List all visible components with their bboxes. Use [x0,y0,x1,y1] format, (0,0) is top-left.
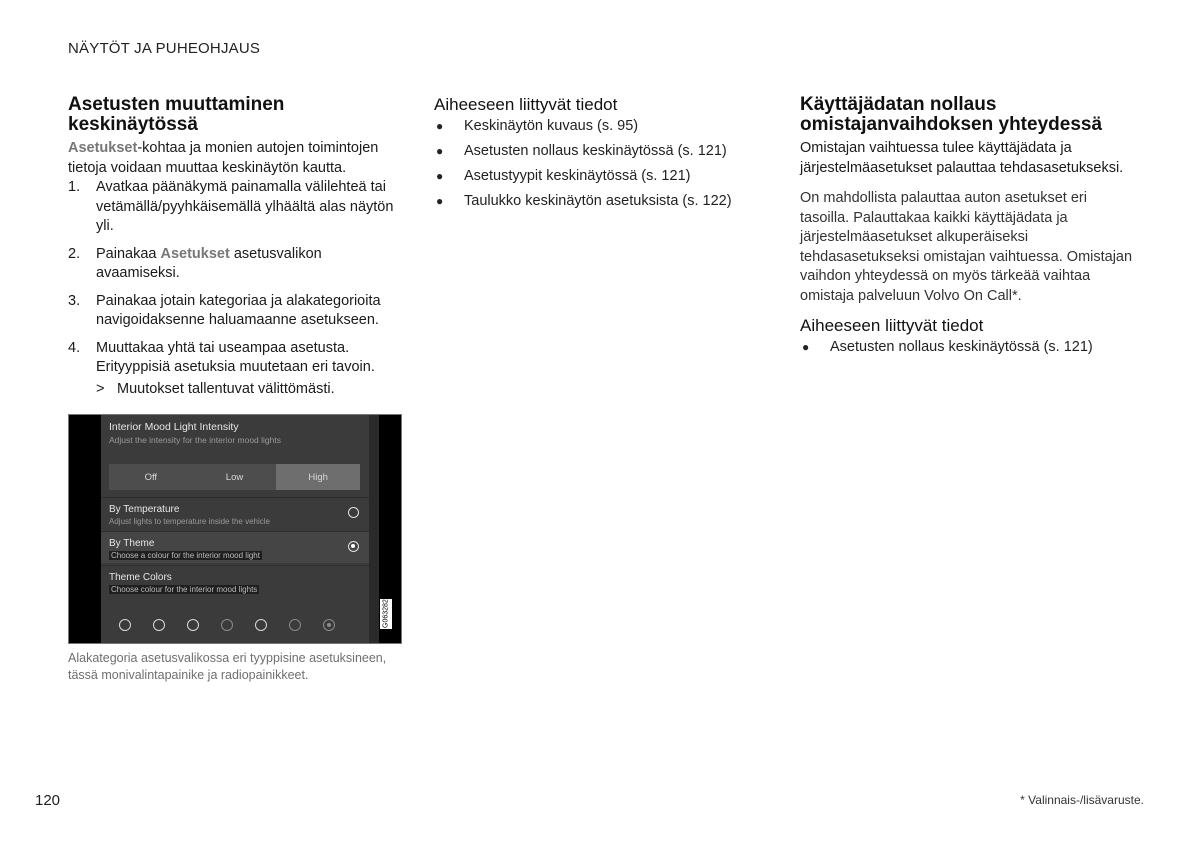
option-by-temperature[interactable] [101,497,369,529]
related-link-text[interactable]: Taulukko keskinäytön asetuksista (s. 122) [464,193,732,209]
figure-caption: Alakategoria asetusvalikossa eri tyyppisine asetuksineen, tässä monivalintapainike ja radiopainikkeet. [68,651,387,682]
step-text: Avatkaa päänäkymä painamalla välilehteä tai vetämällä/pyyhkäisemällä ylhäältä alas näytön yli. [96,179,394,234]
lead-paragraph: Omistajan vaihtuessa tulee käyttäjädata ja järjestelmäasetukset palauttaa tehdasasetukseksi. [800,140,1124,176]
column-3 [800,95,1140,363]
step-text: Painakaa jotain kategoriaa ja alakategorioita navigoidaksenne haluamaanne asetukseen. [96,292,381,328]
step-text-bold: Asetukset [160,245,230,262]
section-header: NÄYTÖT JA PUHEOHJAUS [68,40,261,57]
related-link-text[interactable]: Asetustyypit keskinäytössä (s. 121) [464,168,691,184]
steps-list [68,178,398,378]
option-by-theme[interactable] [101,531,369,563]
related-list [800,338,1140,358]
radio-button[interactable] [348,507,359,518]
bullet-icon: ● [436,194,444,208]
step-number: 4. [68,339,81,356]
related-heading: Aiheeseen liittyvät tiedot [800,316,984,335]
column-2 [434,95,764,217]
column-1 [68,95,398,399]
intro-bold: Asetukset [68,140,138,156]
step-number: 3. [68,292,81,309]
related-link[interactable] [434,192,764,212]
color-circle[interactable] [255,619,267,631]
panel-side-strip [369,415,379,644]
step-text-pre: Painakaa [96,245,161,262]
footnote: * Valinnais-/lisävaruste. [1020,793,1144,807]
option-subtitle: Choose a colour for the interior mood light [111,551,260,560]
related-heading: Aiheeseen liittyvät tiedot [434,95,618,114]
related-link[interactable] [434,117,764,137]
option-subtitle: Choose colour for the interior mood lights [111,585,258,594]
color-circle[interactable] [289,619,301,631]
heading-settings-change: Asetusten muuttaminen keskinäytössä [68,94,285,135]
step-1 [68,178,398,237]
option-theme-colors [101,565,369,597]
page-number: 120 [35,792,61,809]
related-link-text[interactable]: Asetusten nollaus keskinäytössä (s. 121) [464,143,727,159]
step-4 [68,339,398,378]
bullet-icon: ● [802,340,810,354]
option-title: By Temperature [109,504,180,515]
segment-high[interactable]: High [276,464,360,490]
color-circle[interactable] [221,619,233,631]
step-number: 1. [68,179,81,195]
panel-title: Interior Mood Light Intensity [109,421,239,433]
intensity-segmented-control[interactable] [109,464,360,490]
step-text-post: asetusvalikon avaamiseksi. [96,245,322,281]
figure-code: G063282 [380,599,392,629]
color-circle[interactable] [187,619,199,631]
related-link[interactable] [800,338,1140,358]
bullet-icon: ● [436,119,444,133]
bullet-icon: ● [436,169,444,183]
related-link[interactable] [434,167,764,187]
intro-rest: -kohtaa ja monien autojen toimintojen tietoja voidaan muuttaa keskinäytön kautta. [68,140,379,176]
option-title: By Theme [109,538,155,549]
settings-panel [101,415,369,644]
color-circle[interactable] [119,619,131,631]
segment-off[interactable]: Off [144,471,158,483]
related-list [434,117,764,212]
panel-subtitle: Adjust the intensity for the interior mood lights [109,435,281,445]
step-2 [68,245,398,284]
step-text [96,245,398,284]
theme-color-circles [119,619,335,631]
step-result [96,380,398,400]
radio-button-selected[interactable] [348,541,359,552]
body-paragraph: On mahdollista palauttaa auton asetukset eri tasoilla. Palauttakaa kaikki käyttäjädata ja järjestelmäasetukset alkuperäiseksi tehdasasetukseksi omistajan vaihtuessa. Omistajan vaihdon yhteydessä on myös tärkeää vaihtaa omistaja palveluun Volvo On Call*. [800,190,1133,304]
result-marker: > [96,380,105,397]
option-title: Theme Colors [109,572,172,583]
segment-low[interactable]: Low [225,471,244,483]
heading-user-data-reset: Käyttäjädatan nollaus omistajanvaihdoksen yhteydessä [800,94,1103,135]
related-link-text[interactable]: Keskinäytön kuvaus (s. 95) [464,118,639,134]
option-subtitle: Adjust lights to temperature inside the vehicle [109,517,270,526]
intro-paragraph [68,139,398,178]
step-3 [68,292,398,331]
step-text: Muuttakaa yhtä tai useampaa asetusta. Erityyppisiä asetuksia muutetaan eri tavoin. [96,339,375,375]
related-link[interactable] [434,142,764,162]
screen-figure [68,414,402,644]
color-circle-selected[interactable] [323,619,335,631]
result-text: Muutokset tallentuvat välittömästi. [117,380,335,397]
color-circle[interactable] [153,619,165,631]
related-link-text[interactable]: Asetusten nollaus keskinäytössä (s. 121) [830,339,1093,355]
step-number: 2. [68,245,81,262]
bullet-icon: ● [436,144,444,158]
